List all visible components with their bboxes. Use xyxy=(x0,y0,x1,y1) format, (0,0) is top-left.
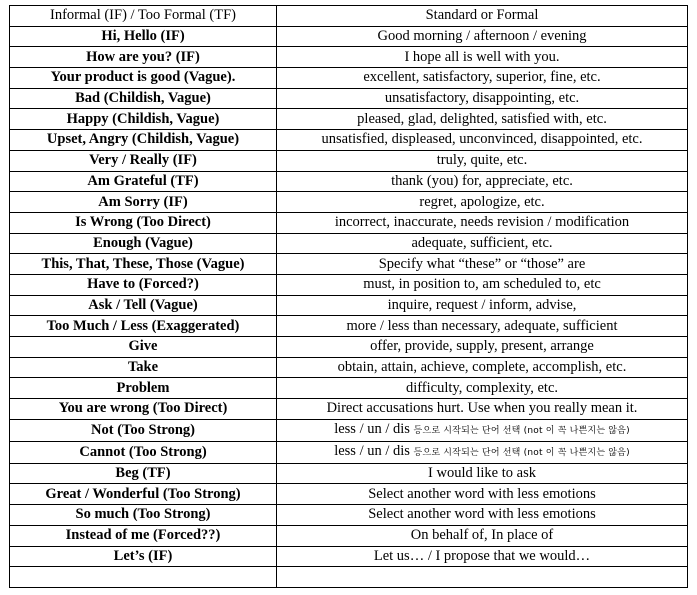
informal-term: Take xyxy=(10,357,277,378)
table-row xyxy=(10,567,688,588)
informal-term: Have to (Forced?) xyxy=(10,274,277,295)
table-row xyxy=(10,192,688,213)
table-row xyxy=(10,274,688,295)
formal-alternative: I hope all is well with you. xyxy=(277,47,688,68)
informal-term: Happy (Childish, Vague) xyxy=(10,109,277,130)
korean-note: 등으로 시작되는 단어 선택 (not 이 꼭 나쁜지는 않음) xyxy=(413,425,630,436)
informal-term: Upset, Angry (Childish, Vague) xyxy=(10,130,277,151)
table-row xyxy=(10,295,688,316)
table-row xyxy=(10,233,688,254)
formal-alternative: Specify what “these” or “those” are xyxy=(277,254,688,275)
informal-term: Instead of me (Forced??) xyxy=(10,525,277,546)
table-row xyxy=(10,88,688,109)
header-row xyxy=(10,6,688,27)
informal-term: Hi, Hello (IF) xyxy=(10,26,277,47)
formal-alternative: regret, apologize, etc. xyxy=(277,192,688,213)
informal-term: You are wrong (Too Direct) xyxy=(10,399,277,420)
formal-alternative: Select another word with less emotions xyxy=(277,505,688,526)
table-row xyxy=(10,109,688,130)
table-row xyxy=(10,212,688,233)
prefix-text: less / un / dis xyxy=(334,420,414,437)
table-row xyxy=(10,441,688,463)
table-row xyxy=(10,463,688,484)
table-row xyxy=(10,316,688,337)
header-formal: Standard or Formal xyxy=(277,6,688,27)
informal-term: Beg (TF) xyxy=(10,463,277,484)
header-informal: Informal (IF) / Too Formal (TF) xyxy=(10,6,277,27)
informal-term: Am Sorry (IF) xyxy=(10,192,277,213)
table-row xyxy=(10,546,688,567)
informal-term: Is Wrong (Too Direct) xyxy=(10,212,277,233)
informal-term: Your product is good (Vague). xyxy=(10,68,277,89)
table-row xyxy=(10,378,688,399)
table-row xyxy=(10,337,688,358)
formal-alternative: truly, quite, etc. xyxy=(277,150,688,171)
informal-term: Very / Really (IF) xyxy=(10,150,277,171)
table-row xyxy=(10,357,688,378)
informal-term: Bad (Childish, Vague) xyxy=(10,88,277,109)
informal-term: So much (Too Strong) xyxy=(10,505,277,526)
table-row xyxy=(10,399,688,420)
informal-term: Give xyxy=(10,337,277,358)
informal-term: Let’s (IF) xyxy=(10,546,277,567)
formal-alternative: thank (you) for, appreciate, etc. xyxy=(277,171,688,192)
formal-alternative: unsatisfied, displeased, unconvinced, disappointed, etc. xyxy=(277,130,688,151)
informal-term: Ask / Tell (Vague) xyxy=(10,295,277,316)
formal-alternative: pleased, glad, delighted, satisfied with, etc. xyxy=(277,109,688,130)
prefix-text: less / un / dis xyxy=(334,442,414,459)
formal-alternative: Direct accusations hurt. Use when you really mean it. xyxy=(277,399,688,420)
table-row xyxy=(10,130,688,151)
formal-alternative: adequate, sufficient, etc. xyxy=(277,233,688,254)
formal-alternative: unsatisfactory, disappointing, etc. xyxy=(277,88,688,109)
table-row xyxy=(10,505,688,526)
formal-alternative: obtain, attain, achieve, complete, accomplish, etc. xyxy=(277,357,688,378)
informal-term: This, That, These, Those (Vague) xyxy=(10,254,277,275)
table-row xyxy=(10,419,688,441)
informal-term: Great / Wonderful (Too Strong) xyxy=(10,484,277,505)
formal-alternative xyxy=(277,441,688,463)
informal-term: Enough (Vague) xyxy=(10,233,277,254)
formal-alternative: more / less than necessary, adequate, sufficient xyxy=(277,316,688,337)
informal-term: Too Much / Less (Exaggerated) xyxy=(10,316,277,337)
formal-alternative: must, in position to, am scheduled to, etc xyxy=(277,274,688,295)
formal-alternative: offer, provide, supply, present, arrange xyxy=(277,337,688,358)
formal-alternative: I would like to ask xyxy=(277,463,688,484)
formal-alternative: Let us… / I propose that we would… xyxy=(277,546,688,567)
informal-term: Cannot (Too Strong) xyxy=(10,441,277,463)
formal-alternative xyxy=(277,419,688,441)
informal-term: Problem xyxy=(10,378,277,399)
formal-alternative: excellent, satisfactory, superior, fine, etc. xyxy=(277,68,688,89)
table-row xyxy=(10,26,688,47)
informal-term xyxy=(10,567,277,588)
formal-alternative: Good morning / afternoon / evening xyxy=(277,26,688,47)
table-body xyxy=(10,26,688,587)
table-row xyxy=(10,171,688,192)
formal-alternative: inquire, request / inform, advise, xyxy=(277,295,688,316)
phrase-table xyxy=(9,5,688,588)
table-row xyxy=(10,150,688,171)
table-row xyxy=(10,68,688,89)
korean-note: 등으로 시작되는 단어 선택 (not 이 꼭 나쁜지는 않음) xyxy=(413,447,630,458)
formal-alternative xyxy=(277,567,688,588)
informal-term: Am Grateful (TF) xyxy=(10,171,277,192)
table-row xyxy=(10,47,688,68)
informal-term: Not (Too Strong) xyxy=(10,419,277,441)
formal-alternative: Select another word with less emotions xyxy=(277,484,688,505)
table-row xyxy=(10,484,688,505)
formal-alternative: incorrect, inaccurate, needs revision / modification xyxy=(277,212,688,233)
formal-alternative: difficulty, complexity, etc. xyxy=(277,378,688,399)
table-row xyxy=(10,254,688,275)
formal-alternative: On behalf of, In place of xyxy=(277,525,688,546)
table-row xyxy=(10,525,688,546)
informal-term: How are you? (IF) xyxy=(10,47,277,68)
